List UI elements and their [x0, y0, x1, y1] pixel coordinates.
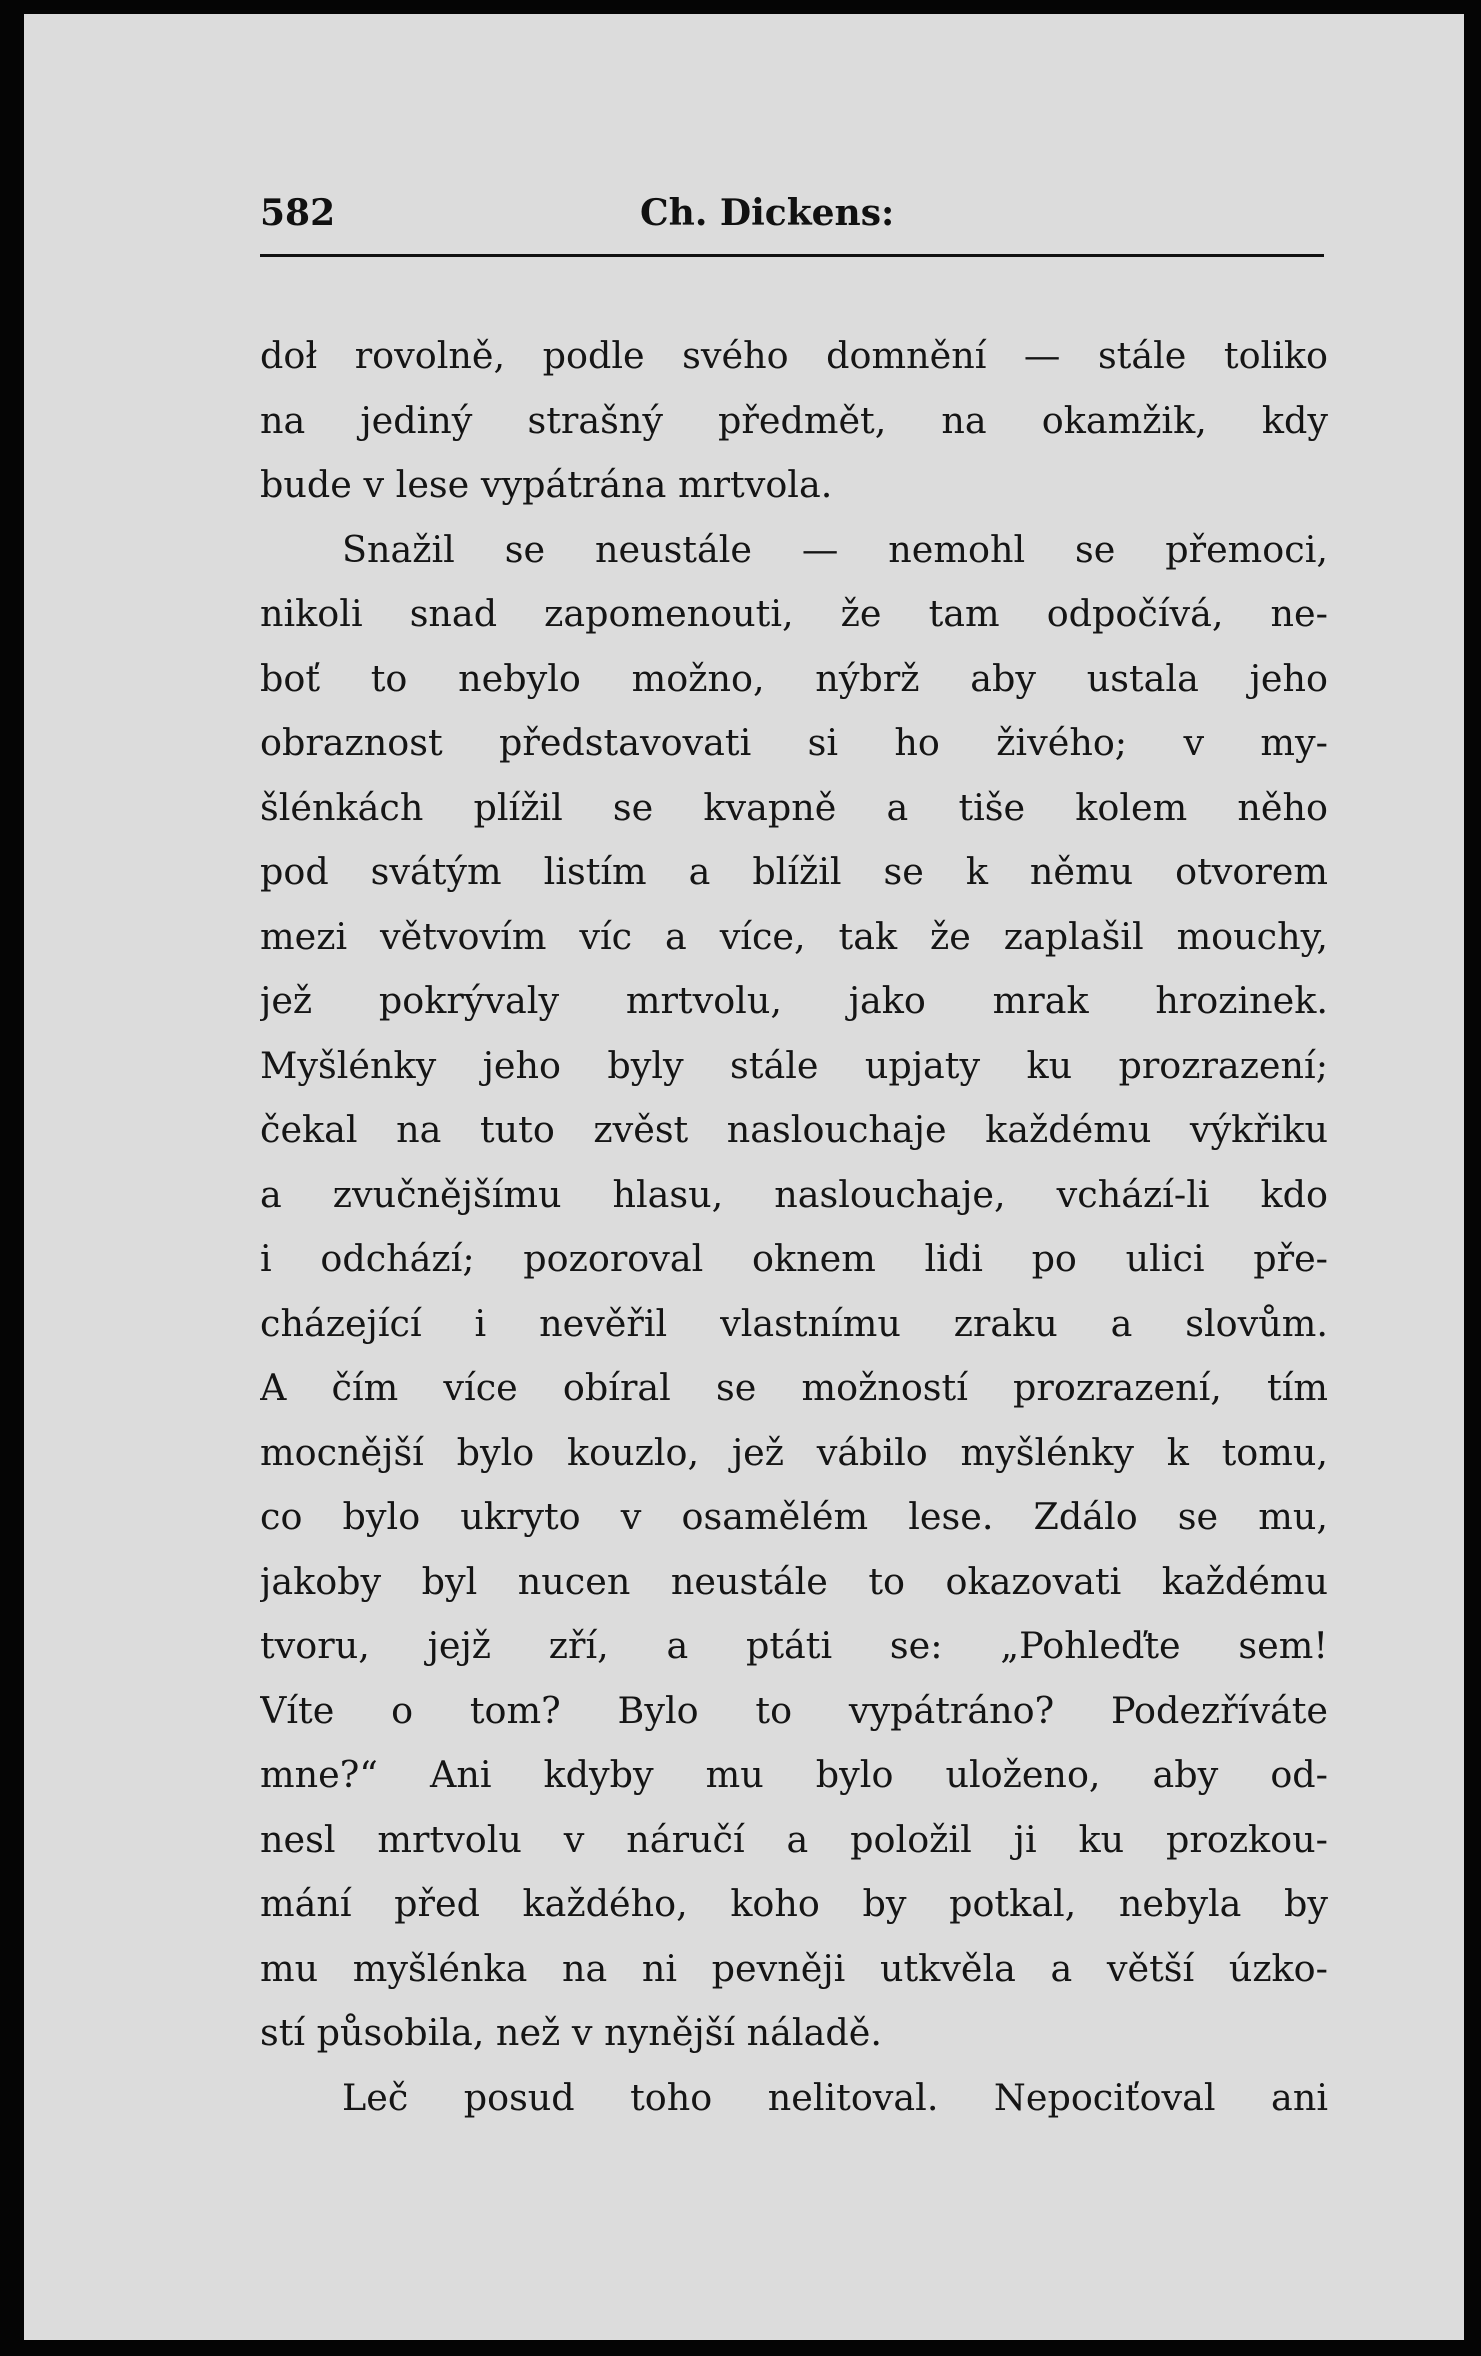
- text-line: obraznost představovati si ho živého; v my-: [260, 721, 1328, 764]
- text-line: cházející i nevěřil vlastnímu zraku a slovům.: [260, 1301, 1328, 1345]
- text-line: Myšlénky jeho byly stále upjaty ku prozrazení;: [260, 1043, 1328, 1087]
- text-line: tvoru, jejž zří, a ptáti se: „Pohleďte sem!: [260, 1624, 1328, 1667]
- body-text: [260, 324, 1328, 2130]
- text-line: i odchází; pozoroval oknem lidi po ulici pře-: [260, 1237, 1328, 1280]
- text-line: mezi větvovím víc a více, tak že zaplašil mouchy,: [260, 914, 1328, 958]
- running-head: Ch. Dickens:: [640, 192, 895, 234]
- page-number: 582: [260, 192, 336, 234]
- text-line: mu myšlénka na ni pevněji utkvěla a větší úzko-: [260, 1946, 1328, 1990]
- text-line: nesl mrtvolu v náručí a položil ji ku prozkou-: [260, 1817, 1328, 1861]
- text-line: jakoby byl nucen neustále to okazovati každému: [260, 1559, 1328, 1603]
- text-line: mocnější bylo kouzlo, jež vábilo myšlénky k tomu,: [260, 1430, 1328, 1474]
- book-page: [24, 14, 1464, 2340]
- text-line: Víte o tom? Bylo to vypátráno? Podezříváte: [260, 1688, 1328, 1732]
- page-header: [260, 186, 1328, 242]
- text-line: pod svátým listím a blížil se k němu otvorem: [260, 850, 1328, 893]
- text-line: A čím více obíral se možností prozrazení, tím: [260, 1366, 1328, 1409]
- header-rule: [260, 254, 1324, 257]
- text-line: a zvučnějšímu hlasu, naslouchaje, vchází-li kdo: [260, 1172, 1328, 1216]
- text-line: bude v lese vypátrána mrtvola.: [260, 463, 833, 506]
- text-line: co bylo ukryto v osamělém lese. Zdálo se mu,: [260, 1495, 1328, 1538]
- text-line: stí působila, než v nynější náladě.: [260, 2011, 882, 2054]
- text-line: Leč posud toho nelitoval. Nepociťoval ani: [342, 2075, 1328, 2119]
- text-line: jež pokrývaly mrtvolu, jako mrak hrozinek.: [260, 979, 1328, 1022]
- text-line: mne?“ Ani kdyby mu bylo uloženo, aby od-: [260, 1753, 1328, 1796]
- text-line: boť to nebylo možno, nýbrž aby ustala jeho: [260, 656, 1328, 700]
- text-line: na jediný strašný předmět, na okamžik, kdy: [260, 398, 1328, 442]
- text-line: mání před každého, koho by potkal, nebyla by: [260, 1882, 1328, 1925]
- text-line: čekal na tuto zvěst naslouchaje každému výkřiku: [260, 1108, 1328, 1151]
- text-line: doł rovolně, podle svého domnění — stále toliko: [260, 334, 1328, 377]
- text-line: šlénkách plížil se kvapně a tiše kolem něho: [260, 785, 1328, 829]
- text-line: Snažil se neustále — nemohl se přemoci,: [342, 527, 1328, 571]
- text-line: nikoli snad zapomenouti, že tam odpočívá, ne-: [260, 592, 1328, 635]
